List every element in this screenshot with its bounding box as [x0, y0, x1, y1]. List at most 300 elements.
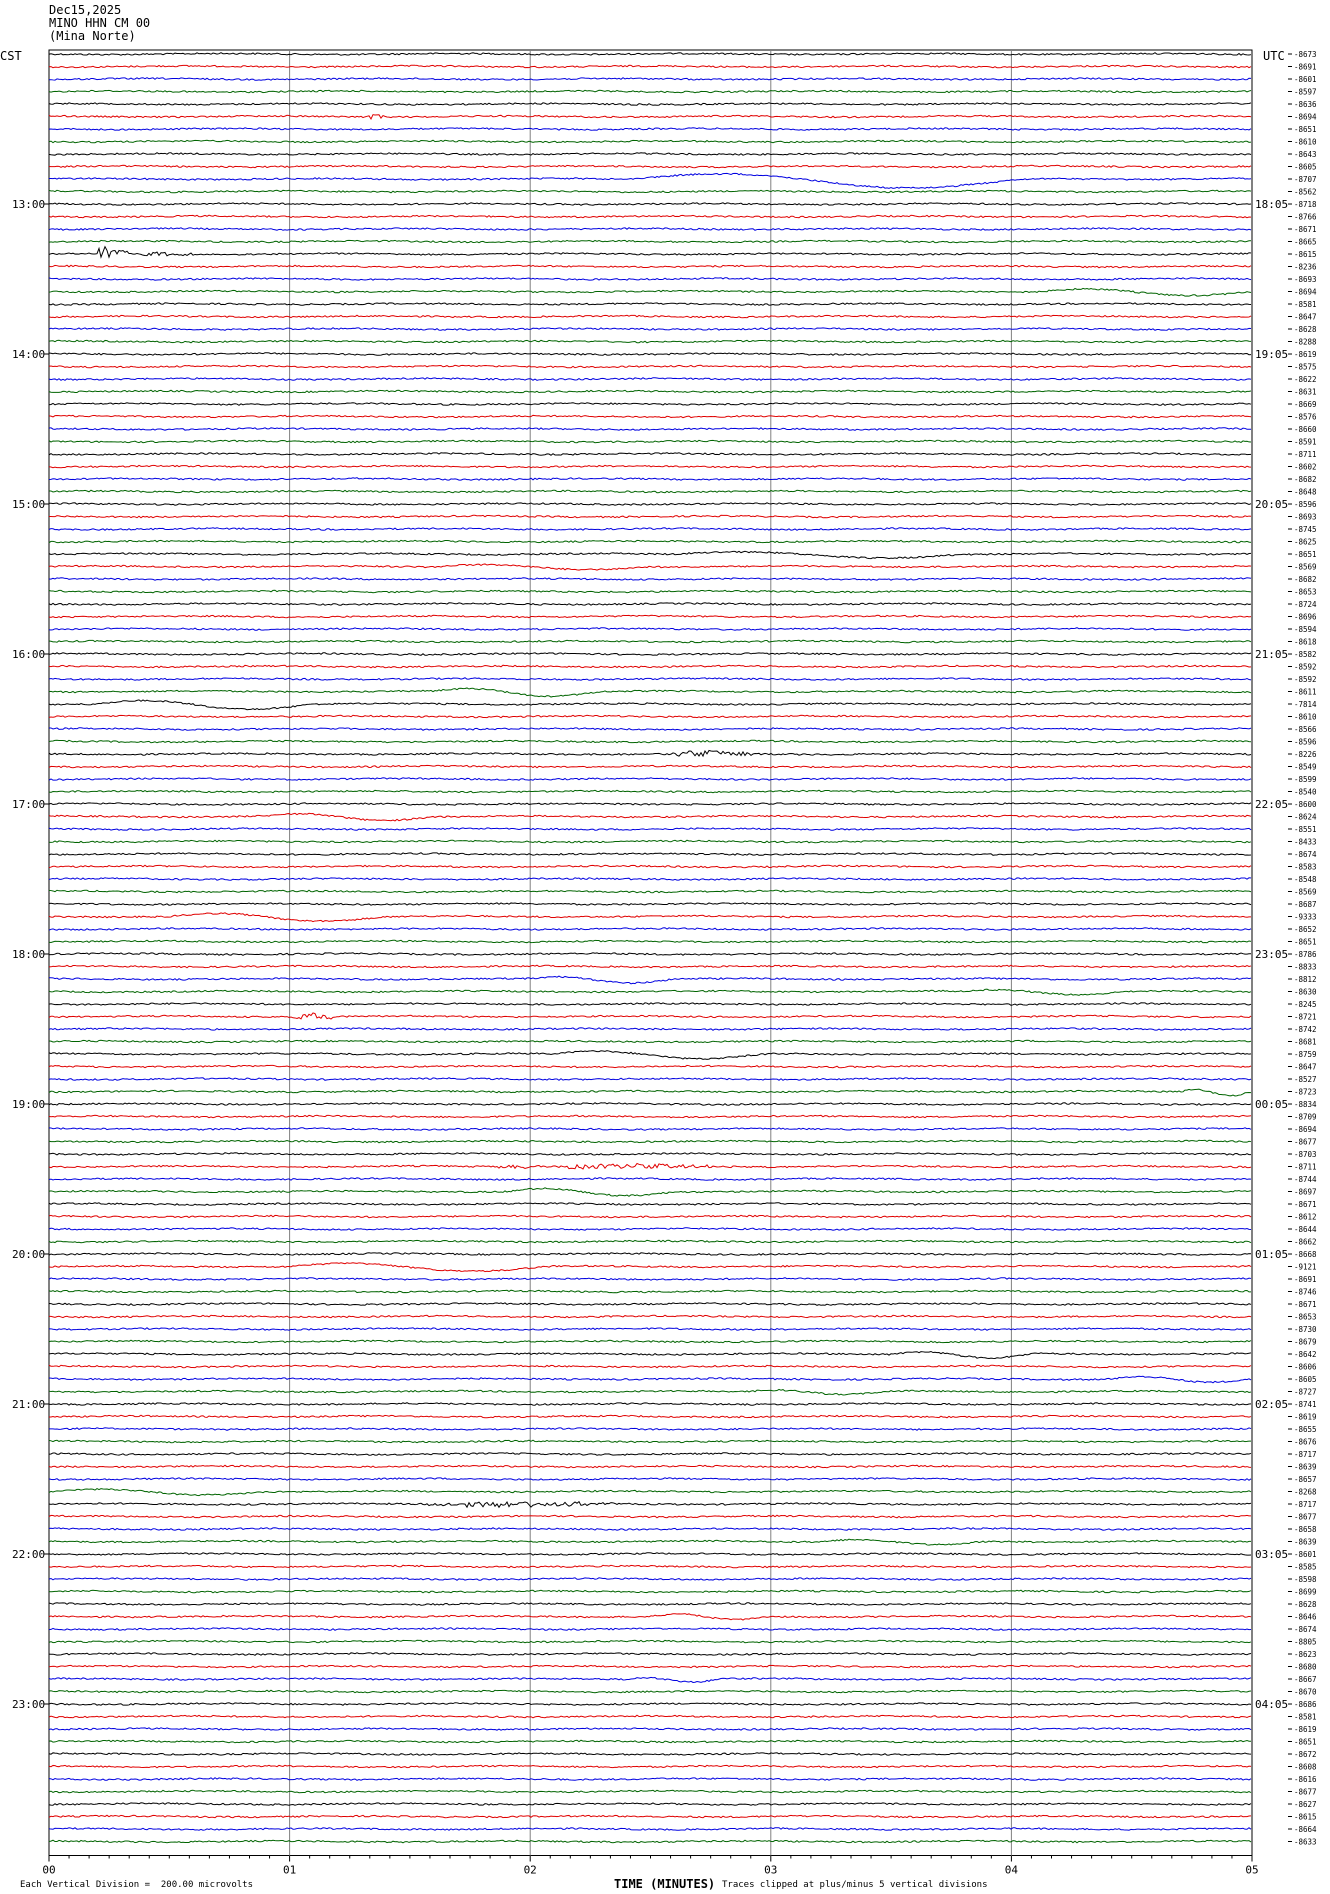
trace-106: [49, 1376, 1251, 1383]
trace-1: [49, 65, 1251, 68]
trace-92: [49, 1203, 1251, 1206]
trace-value-label: -8745: [1294, 525, 1317, 534]
trace-23: [49, 340, 1251, 343]
trace-100: [49, 1303, 1251, 1306]
trace-132: [49, 1703, 1251, 1706]
trace-56: [49, 750, 1251, 756]
trace-value-label: -8527: [1294, 1075, 1317, 1084]
trace-value-label: -8597: [1294, 87, 1317, 97]
trace-105: [49, 1365, 1251, 1368]
trace-value-label: -8691: [1294, 62, 1317, 72]
trace-143: [49, 1840, 1251, 1843]
trace-value-label: -8742: [1294, 1025, 1317, 1034]
trace-value-label: -8630: [1294, 987, 1317, 997]
trace-43: [49, 590, 1251, 593]
trace-value-label: -8268: [1294, 1487, 1317, 1497]
trace-126: [49, 1628, 1251, 1631]
trace-127: [49, 1640, 1251, 1643]
trace-value-label: -8548: [1294, 875, 1317, 884]
hour-label-left: 18:00: [12, 948, 46, 961]
trace-value-label: -8694: [1294, 287, 1317, 297]
trace-26: [49, 378, 1251, 381]
trace-value-label: -8674: [1294, 850, 1317, 859]
trace-22: [49, 328, 1251, 331]
trace-value-label: -8697: [1294, 1187, 1317, 1197]
trace-value-label: -8711: [1294, 1162, 1317, 1172]
trace-13: [49, 215, 1251, 218]
trace-97: [49, 1263, 1251, 1272]
trace-value-label: -8622: [1294, 375, 1317, 384]
trace-28: [49, 403, 1251, 406]
trace-79: [49, 1040, 1251, 1043]
trace-value-label: -8592: [1294, 662, 1317, 672]
trace-value-label: -8676: [1294, 1437, 1317, 1447]
trace-value-label: -8628: [1294, 325, 1317, 334]
trace-61: [49, 813, 1251, 821]
hour-label-right: 20:05: [1255, 498, 1289, 511]
trace-85: [49, 1115, 1251, 1118]
trace-15: [49, 240, 1251, 242]
trace-value-label: -8694: [1294, 112, 1317, 122]
trace-value-label: -8585: [1294, 1562, 1317, 1572]
trace-35: [49, 490, 1251, 493]
trace-16: [49, 247, 1251, 257]
trace-113: [49, 1465, 1251, 1468]
trace-82: [49, 1078, 1251, 1081]
trace-120: [49, 1553, 1251, 1556]
trace-value-label: -8615: [1294, 1812, 1317, 1822]
trace-value-label: -8569: [1294, 562, 1317, 572]
trace-41: [49, 564, 1251, 570]
trace-value-label: -8703: [1294, 1150, 1317, 1159]
trace-135: [49, 1740, 1251, 1743]
trace-value-label: -8647: [1294, 312, 1317, 322]
trace-49: [49, 665, 1251, 668]
trace-value-label: -8648: [1294, 487, 1317, 497]
hour-label-left: 23:00: [12, 1698, 46, 1711]
trace-80: [49, 1051, 1251, 1060]
trace-value-label: -8646: [1294, 1612, 1317, 1622]
trace-58: [49, 778, 1251, 781]
x-tick-label: 01: [282, 1863, 297, 1877]
trace-33: [49, 465, 1251, 468]
right-timezone-label: UTC: [1263, 49, 1285, 63]
trace-value-label: -8639: [1294, 1537, 1317, 1547]
trace-value-label: -8651: [1294, 937, 1317, 947]
hour-label-right: 23:05: [1255, 948, 1289, 961]
x-tick-label: 03: [764, 1863, 778, 1877]
trace-value-label: -8680: [1294, 1662, 1317, 1672]
x-tick-label: 04: [1004, 1863, 1019, 1877]
trace-124: [49, 1603, 1251, 1606]
trace-101: [49, 1315, 1251, 1318]
trace-125: [49, 1614, 1251, 1620]
trace-87: [49, 1140, 1251, 1143]
trace-value-label: -8653: [1294, 587, 1317, 597]
trace-21: [49, 315, 1251, 318]
trace-121: [49, 1565, 1251, 1568]
trace-value-label: -8591: [1294, 437, 1317, 447]
trace-value-label: -8687: [1294, 900, 1317, 909]
trace-value-label: -8602: [1294, 462, 1317, 472]
trace-value-label: -8599: [1294, 775, 1317, 784]
trace-value-label: -8598: [1294, 1575, 1317, 1584]
trace-value-label: -8647: [1294, 1062, 1317, 1072]
trace-value-label: -8693: [1294, 512, 1317, 522]
trace-value-label: -8759: [1294, 1050, 1317, 1059]
trace-value-label: -9333: [1294, 912, 1317, 922]
trace-value-label: -8679: [1294, 1337, 1317, 1347]
trace-value-label: -8746: [1294, 1287, 1317, 1297]
trace-value-label: -8834: [1294, 1100, 1317, 1109]
trace-value-label: -8717: [1294, 1500, 1317, 1509]
trace-value-label: -8727: [1294, 1387, 1317, 1397]
trace-19: [49, 288, 1251, 296]
trace-value-label: -8833: [1294, 962, 1317, 972]
trace-75: [49, 989, 1251, 995]
trace-53: [49, 715, 1251, 718]
hour-label-right: 01:05: [1255, 1248, 1289, 1261]
trace-value-label: -8658: [1294, 1525, 1317, 1534]
trace-value-label: -8711: [1294, 450, 1317, 459]
trace-value-label: -8653: [1294, 1312, 1317, 1322]
hour-label-left: 17:00: [12, 798, 46, 811]
hour-label-left: 15:00: [12, 498, 46, 511]
trace-value-label: -8786: [1294, 950, 1317, 959]
hour-label-left: 22:00: [12, 1548, 46, 1561]
hour-label-left: 13:00: [12, 198, 46, 211]
trace-value-label: -8642: [1294, 1350, 1317, 1359]
trace-47: [49, 640, 1251, 643]
trace-value-label: -8662: [1294, 1237, 1317, 1247]
trace-value-label: -8576: [1294, 412, 1317, 422]
hour-label-right: 04:05: [1255, 1698, 1289, 1711]
trace-value-label: -8691: [1294, 1275, 1317, 1284]
left-timezone-label: CST: [0, 49, 22, 63]
trace-119: [49, 1539, 1251, 1545]
trace-37: [49, 515, 1251, 518]
trace-value-label: -8644: [1294, 1225, 1317, 1234]
trace-81: [49, 1065, 1251, 1068]
trace-110: [49, 1428, 1251, 1431]
trace-50: [49, 678, 1251, 681]
x-tick-label: 05: [1245, 1863, 1259, 1877]
trace-value-label: -8594: [1294, 625, 1317, 634]
hour-label-right: 02:05: [1255, 1398, 1289, 1411]
trace-117: [49, 1515, 1251, 1518]
trace-value-label: -8619: [1294, 350, 1317, 359]
trace-value-label: -8569: [1294, 887, 1317, 897]
trace-3: [49, 90, 1251, 93]
trace-83: [49, 1089, 1251, 1096]
trace-value-label: -8709: [1294, 1112, 1317, 1122]
trace-131: [49, 1690, 1251, 1693]
trace-109: [49, 1415, 1251, 1418]
trace-93: [49, 1215, 1251, 1218]
trace-76: [49, 1003, 1251, 1006]
trace-86: [49, 1128, 1251, 1131]
trace-6: [49, 128, 1251, 131]
trace-66: [49, 878, 1251, 881]
trace-value-label: -8707: [1294, 175, 1317, 184]
trace-value-label: -8669: [1294, 400, 1317, 409]
trace-68: [49, 903, 1251, 906]
trace-value-label: -8672: [1294, 1750, 1317, 1759]
trace-value-label: -8671: [1294, 1300, 1317, 1309]
trace-116: [49, 1502, 1251, 1508]
x-tick-label: 02: [523, 1863, 537, 1877]
trace-10: [49, 173, 1251, 188]
trace-118: [49, 1528, 1251, 1531]
trace-88: [49, 1153, 1251, 1156]
trace-value-label: -8682: [1294, 475, 1317, 484]
hour-label-right: 19:05: [1255, 348, 1289, 361]
trace-114: [49, 1478, 1251, 1481]
trace-55: [49, 740, 1251, 743]
trace-48: [49, 653, 1251, 656]
trace-value-label: -8601: [1294, 75, 1317, 84]
trace-31: [49, 440, 1251, 443]
trace-value-label: -8618: [1294, 637, 1317, 647]
trace-36: [49, 503, 1251, 506]
trace-9: [49, 165, 1251, 168]
trace-129: [49, 1665, 1251, 1667]
hour-label-right: 00:05: [1255, 1098, 1289, 1111]
trace-value-label: -8575: [1294, 362, 1317, 372]
trace-0: [49, 53, 1251, 56]
scale-note: Each Vertical Division = 200.00 microvolts: [20, 1880, 253, 1890]
trace-value-label: -8605: [1294, 162, 1317, 172]
trace-46: [49, 628, 1251, 631]
trace-value-label: -8583: [1294, 862, 1317, 872]
trace-value-label: -8670: [1294, 1687, 1317, 1697]
trace-115: [49, 1489, 1251, 1496]
trace-111: [49, 1440, 1251, 1442]
trace-value-label: -8677: [1294, 1787, 1317, 1797]
trace-18: [49, 278, 1251, 281]
trace-65: [49, 865, 1251, 868]
trace-72: [49, 953, 1251, 956]
plot-frame: [49, 50, 1252, 1856]
x-axis-label: TIME (MINUTES): [614, 1877, 716, 1891]
trace-91: [49, 1188, 1251, 1196]
trace-12: [49, 203, 1251, 206]
trace-102: [49, 1328, 1251, 1331]
hour-label-left: 19:00: [12, 1098, 46, 1111]
trace-59: [49, 790, 1251, 793]
hour-label-right: 18:05: [1255, 198, 1289, 211]
trace-value-label: -8566: [1294, 725, 1317, 734]
trace-103: [49, 1340, 1251, 1343]
trace-value-label: -8610: [1294, 137, 1317, 147]
trace-27: [49, 390, 1251, 393]
trace-78: [49, 1028, 1251, 1031]
trace-value-label: -8619: [1294, 1725, 1317, 1734]
hour-label-left: 16:00: [12, 648, 46, 661]
trace-123: [49, 1590, 1251, 1593]
trace-17: [49, 265, 1251, 268]
trace-value-label: -8730: [1294, 1325, 1317, 1334]
trace-71: [49, 940, 1251, 943]
trace-value-label: -8667: [1294, 1675, 1317, 1684]
hour-label-left: 21:00: [12, 1398, 46, 1411]
trace-137: [49, 1765, 1251, 1768]
trace-value-label: -8652: [1294, 925, 1317, 934]
trace-value-label: -8694: [1294, 1125, 1317, 1134]
trace-134: [49, 1728, 1251, 1731]
trace-95: [49, 1240, 1251, 1243]
trace-value-label: -8671: [1294, 225, 1317, 234]
trace-84: [49, 1103, 1251, 1106]
trace-value-label: -8433: [1294, 837, 1317, 847]
hour-label-right: 22:05: [1255, 798, 1289, 811]
trace-32: [49, 453, 1251, 456]
trace-value-label: -8245: [1294, 1000, 1317, 1009]
trace-value-label: -8686: [1294, 1700, 1317, 1709]
trace-value-label: -8581: [1294, 300, 1317, 309]
trace-107: [49, 1389, 1251, 1395]
hour-label-right: 03:05: [1255, 1548, 1289, 1561]
trace-value-label: -8549: [1294, 762, 1317, 772]
trace-139: [49, 1790, 1251, 1793]
trace-value-label: -9121: [1294, 1262, 1317, 1272]
trace-value-label: -8699: [1294, 1587, 1317, 1597]
trace-2: [49, 78, 1251, 81]
trace-96: [49, 1253, 1251, 1256]
trace-128: [49, 1653, 1251, 1656]
trace-value-label: -8668: [1294, 1250, 1317, 1259]
trace-20: [49, 303, 1251, 306]
trace-14: [49, 228, 1251, 231]
trace-value-label: -7814: [1294, 700, 1317, 709]
trace-39: [49, 540, 1251, 543]
header-site: (Mina Norte): [49, 29, 136, 43]
trace-value-label: -8651: [1294, 125, 1317, 134]
trace-40: [49, 551, 1251, 558]
header-station: MINO HHN CM 00: [49, 16, 151, 30]
hour-label-left: 20:00: [12, 1248, 46, 1261]
trace-value-label: -8657: [1294, 1475, 1317, 1484]
trace-value-label: -8651: [1294, 550, 1317, 559]
trace-value-label: -8636: [1294, 100, 1317, 109]
hour-label-right: 21:05: [1255, 648, 1289, 661]
trace-value-label: -8744: [1294, 1175, 1317, 1184]
trace-value-label: -8551: [1294, 825, 1317, 834]
trace-value-label: -8612: [1294, 1212, 1317, 1222]
trace-value-label: -8677: [1294, 1512, 1317, 1522]
trace-value-label: -8540: [1294, 787, 1317, 797]
trace-value-label: -8596: [1294, 500, 1317, 509]
trace-value-label: -8611: [1294, 687, 1317, 697]
trace-8: [49, 153, 1251, 156]
trace-value-label: -8724: [1294, 600, 1317, 609]
trace-63: [49, 840, 1251, 843]
trace-value-label: -8619: [1294, 1412, 1317, 1422]
trace-122: [49, 1578, 1251, 1581]
trace-70: [49, 928, 1251, 931]
trace-value-label: -8681: [1294, 1037, 1317, 1047]
trace-value-label: -8581: [1294, 1712, 1317, 1722]
trace-74: [49, 976, 1251, 984]
trace-value-label: -8236: [1294, 262, 1317, 272]
trace-value-label: -8660: [1294, 425, 1317, 434]
trace-value-label: -8606: [1294, 1362, 1317, 1372]
trace-value-label: -8643: [1294, 150, 1317, 159]
hour-label-left: 14:00: [12, 348, 46, 361]
trace-value-label: -8665: [1294, 237, 1317, 247]
trace-142: [49, 1828, 1251, 1831]
trace-value-label: -8741: [1294, 1400, 1317, 1409]
trace-value-label: -8696: [1294, 612, 1317, 622]
trace-value-label: -8610: [1294, 712, 1317, 722]
trace-52: [49, 700, 1251, 710]
header-date: Dec15,2025: [49, 3, 122, 17]
trace-value-label: -8723: [1294, 1087, 1317, 1097]
trace-value-label: -8805: [1294, 1637, 1317, 1647]
trace-value-label: -8671: [1294, 1200, 1317, 1209]
trace-64: [49, 853, 1251, 856]
trace-104: [49, 1351, 1251, 1358]
trace-77: [49, 1013, 1251, 1019]
trace-value-label: -8615: [1294, 250, 1317, 259]
trace-value-label: -8288: [1294, 337, 1317, 347]
trace-value-label: -8677: [1294, 1137, 1317, 1147]
trace-51: [49, 688, 1251, 697]
trace-73: [49, 965, 1251, 968]
trace-value-label: -8655: [1294, 1425, 1317, 1434]
trace-value-label: -8717: [1294, 1450, 1317, 1459]
trace-38: [49, 528, 1251, 531]
trace-57: [49, 765, 1251, 768]
trace-value-label: -8721: [1294, 1012, 1317, 1022]
trace-value-label: -8633: [1294, 1837, 1317, 1847]
trace-value-label: -8674: [1294, 1625, 1317, 1634]
trace-133: [49, 1715, 1251, 1718]
trace-141: [49, 1815, 1251, 1818]
trace-62: [49, 828, 1251, 831]
trace-value-label: -8616: [1294, 1775, 1317, 1784]
trace-5: [49, 115, 1251, 119]
trace-value-label: -8605: [1294, 1375, 1317, 1384]
trace-42: [49, 578, 1251, 581]
trace-value-label: -8664: [1294, 1825, 1317, 1834]
trace-140: [49, 1803, 1251, 1806]
x-tick-label: 00: [42, 1863, 56, 1877]
trace-136: [49, 1753, 1251, 1755]
trace-value-label: -8582: [1294, 650, 1317, 659]
trace-108: [49, 1403, 1251, 1406]
trace-34: [49, 478, 1251, 481]
trace-54: [49, 728, 1251, 731]
trace-value-label: -8600: [1294, 800, 1317, 809]
trace-value-label: -8562: [1294, 187, 1317, 197]
trace-value-label: -8651: [1294, 1737, 1317, 1747]
trace-99: [49, 1290, 1251, 1293]
trace-value-label: -8624: [1294, 812, 1317, 822]
trace-89: [49, 1164, 1251, 1170]
trace-45: [49, 615, 1251, 618]
trace-value-label: -8631: [1294, 387, 1317, 397]
trace-138: [49, 1778, 1251, 1781]
trace-value-label: -8639: [1294, 1462, 1317, 1472]
trace-67: [49, 890, 1251, 893]
trace-value-label: -8718: [1294, 200, 1317, 209]
trace-value-label: -8623: [1294, 1650, 1317, 1659]
trace-value-label: -8693: [1294, 275, 1317, 284]
trace-90: [49, 1178, 1251, 1181]
trace-69: [49, 913, 1251, 922]
trace-25: [49, 365, 1251, 368]
